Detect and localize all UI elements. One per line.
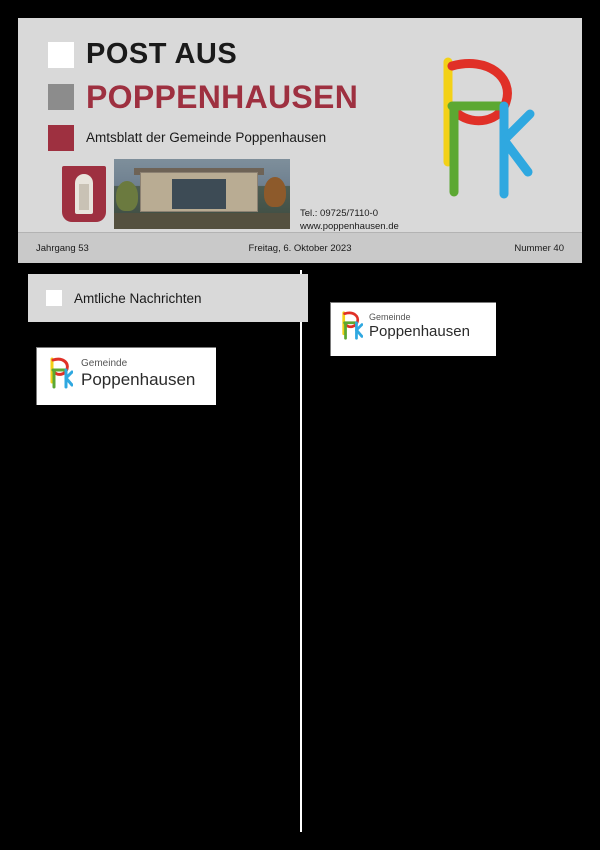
masthead-title-line2: POPPENHAUSEN — [86, 79, 359, 115]
contact-website: www.poppenhausen.de — [300, 220, 399, 232]
issue-number: Nummer 40 — [514, 243, 564, 254]
logo-box-left — [36, 347, 218, 407]
section-square-icon — [46, 290, 62, 306]
redacted-text-block — [18, 270, 28, 832]
town-hall-photo — [114, 159, 290, 229]
content-area — [18, 270, 582, 832]
logo-box-left-line2: Poppenhausen — [81, 370, 196, 389]
logo-box-right-line1: Gemeinde — [369, 312, 411, 322]
masthead-subtitle: Amtsblatt der Gemeinde Poppenhausen — [86, 130, 327, 146]
redacted-text-block — [308, 302, 330, 356]
redacted-text-block — [310, 274, 312, 302]
coat-of-arms-icon — [62, 166, 106, 222]
logo-box-left-line1: Gemeinde — [81, 358, 128, 369]
title-row-subtitle — [48, 125, 448, 151]
title-row-post-aus — [48, 40, 448, 69]
redacted-text-block — [28, 347, 36, 405]
section-heading-label: Amtliche Nachrichten — [74, 290, 202, 306]
masthead-title-line1: POST AUS — [86, 38, 238, 70]
redacted-text-block — [308, 356, 582, 832]
masthead — [18, 18, 582, 232]
column-divider — [300, 270, 302, 832]
redacted-text-block — [308, 270, 582, 302]
issue-bar — [18, 232, 582, 263]
issue-volume: Jahrgang 53 — [36, 243, 89, 254]
red-square-icon — [48, 125, 74, 151]
redacted-text-block — [496, 302, 582, 356]
redacted-text-block — [28, 405, 300, 832]
logo-box-right — [330, 302, 498, 358]
white-square-icon — [48, 42, 74, 68]
redacted-text-block — [28, 322, 300, 347]
contact-info — [300, 208, 399, 234]
municipality-logo-icon — [418, 44, 538, 204]
bottom-strip — [0, 836, 600, 850]
title-block — [48, 40, 448, 151]
section-heading — [28, 274, 308, 322]
contact-phone: Tel.: 09725/7110-0 — [300, 208, 378, 219]
issue-date: Freitag, 6. Oktober 2023 — [248, 243, 352, 254]
redacted-text-block — [216, 347, 300, 405]
title-row-poppenhausen — [48, 81, 448, 113]
grey-square-icon — [48, 84, 74, 110]
logo-box-right-line2: Poppenhausen — [369, 323, 470, 340]
